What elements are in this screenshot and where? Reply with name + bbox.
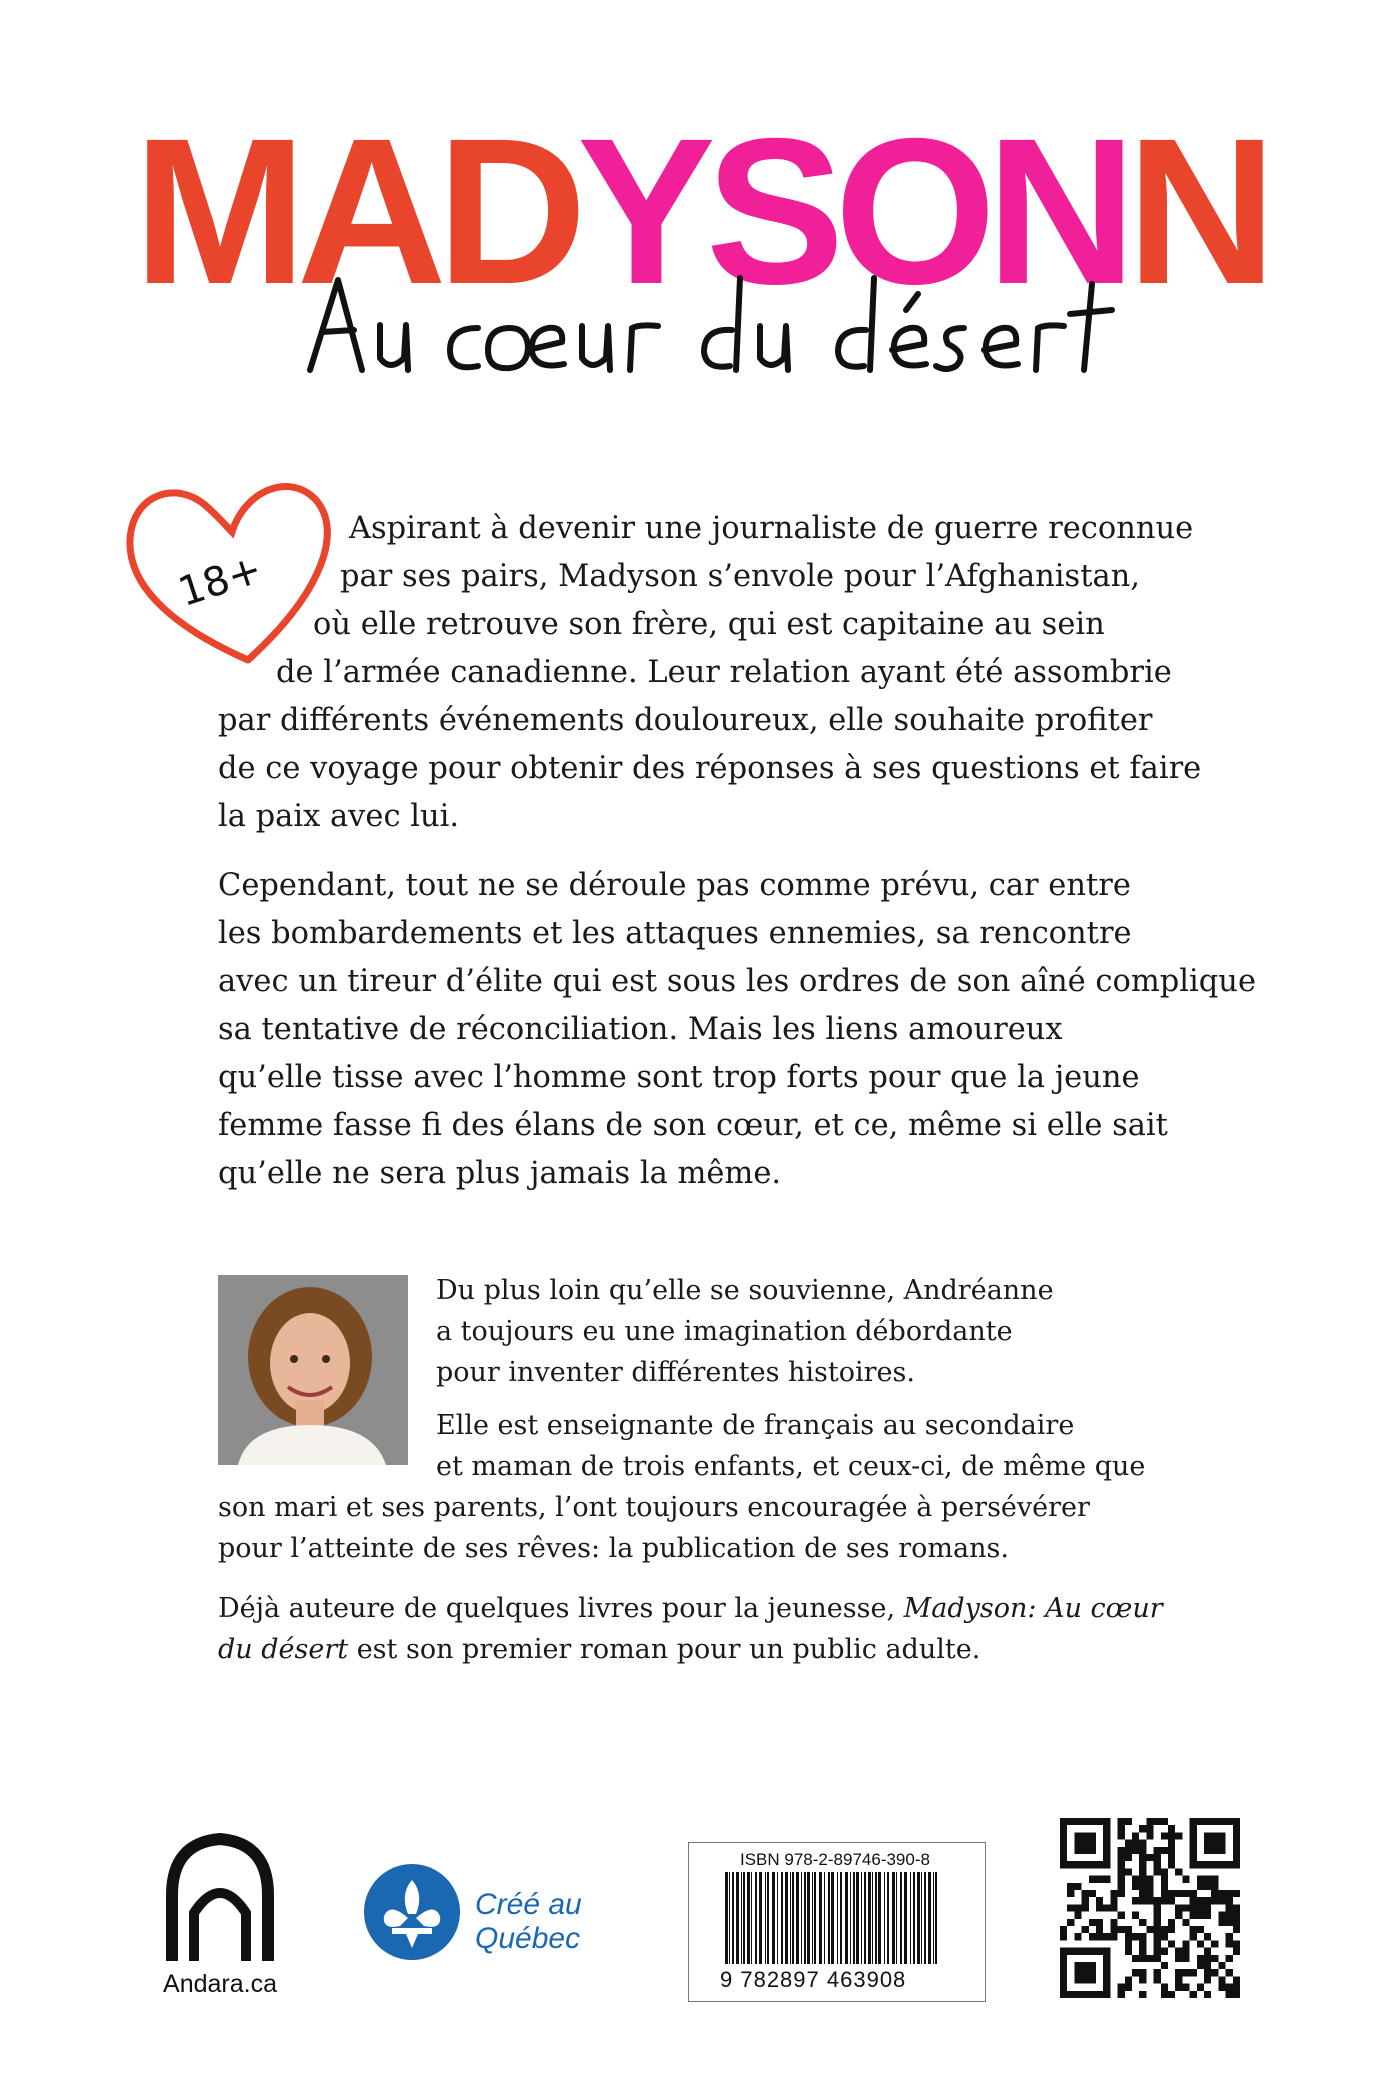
age-badge-label: 18+ bbox=[172, 546, 268, 616]
subtitle-handwritten bbox=[300, 270, 1120, 380]
synopsis-line: les bombardements et les attaques ennemies, sa rencontre bbox=[218, 916, 1132, 951]
publisher-logo-icon bbox=[160, 1833, 280, 1963]
synopsis-line: avec un tireur d’élite qui est sous les ordres de son aîné complique bbox=[218, 964, 1256, 999]
quebec-line-1: Créé au bbox=[475, 1888, 582, 1921]
synopsis-paragraph-2 bbox=[218, 862, 1256, 1198]
synopsis-paragraph-1 bbox=[218, 505, 1201, 841]
bio-line: Elle est enseignante de français au secondaire bbox=[436, 1410, 1075, 1441]
author-bio-1 bbox=[436, 1270, 1054, 1393]
synopsis-line: de l’armée canadienne. Leur relation ayant été assombrie bbox=[276, 655, 1172, 690]
bio-line: Du plus loin qu’elle se souvienne, Andréanne bbox=[436, 1275, 1054, 1306]
quebec-line-2: Québec bbox=[475, 1922, 581, 1955]
bio-line: pour inventer différentes histoires. bbox=[436, 1357, 915, 1388]
barcode-digits: 9 782897 463908 bbox=[720, 1967, 907, 1992]
book-title: MADYSONN bbox=[133, 96, 1267, 328]
synopsis-line: sa tentative de réconciliation. Mais les liens amoureux bbox=[218, 1012, 1063, 1047]
bio-line: a toujours eu une imagination débordante bbox=[436, 1316, 1013, 1347]
synopsis-line: femme fasse fi des élans de son cœur, et ce, même si elle sait bbox=[218, 1108, 1168, 1143]
author-bio-2 bbox=[218, 1405, 1145, 1569]
bio-line: et maman de trois enfants, et ceux-ci, de même que bbox=[436, 1451, 1146, 1482]
author-bio-3 bbox=[218, 1588, 1163, 1670]
fleur-de-lis-icon bbox=[362, 1862, 462, 1962]
synopsis-line: de ce voyage pour obtenir des réponses à ses questions et faire bbox=[218, 751, 1202, 786]
synopsis-line: par différents événements douloureux, elle souhaite profiter bbox=[218, 703, 1153, 738]
synopsis-line: par ses pairs, Madyson s’envole pour l’Afghanistan, bbox=[340, 559, 1140, 594]
bio-line: pour l’atteinte de ses rêves: la publication de ses romans. bbox=[218, 1533, 1009, 1564]
bio-line: Déjà auteure de quelques livres pour la jeunesse, Madyson: Au cœur bbox=[218, 1593, 1163, 1624]
synopsis-line: Aspirant à devenir une journaliste de guerre reconnue bbox=[349, 511, 1194, 546]
synopsis-line: qu’elle tisse avec l’homme sont trop forts pour que la jeune bbox=[218, 1060, 1140, 1095]
synopsis-line: qu’elle ne sera plus jamais la même. bbox=[218, 1156, 782, 1191]
qr-code-icon bbox=[1060, 1818, 1240, 1998]
synopsis-line: la paix avec lui. bbox=[218, 799, 460, 834]
synopsis-line: Cependant, tout ne se déroule pas comme prévu, car entre bbox=[218, 868, 1131, 903]
bio-line: son mari et ses parents, l’ont toujours encouragée à persévérer bbox=[218, 1492, 1090, 1523]
synopsis-line: où elle retrouve son frère, qui est capitaine au sein bbox=[313, 607, 1105, 642]
publisher-url: Andara.ca bbox=[163, 1970, 277, 1998]
isbn-label: ISBN 978-2-89746-390-8 bbox=[740, 1850, 930, 1869]
cree-au-quebec-label bbox=[475, 1888, 582, 1956]
bio-line: du désert est son premier roman pour un public adulte. bbox=[218, 1634, 981, 1665]
barcode-icon bbox=[707, 1872, 947, 1964]
